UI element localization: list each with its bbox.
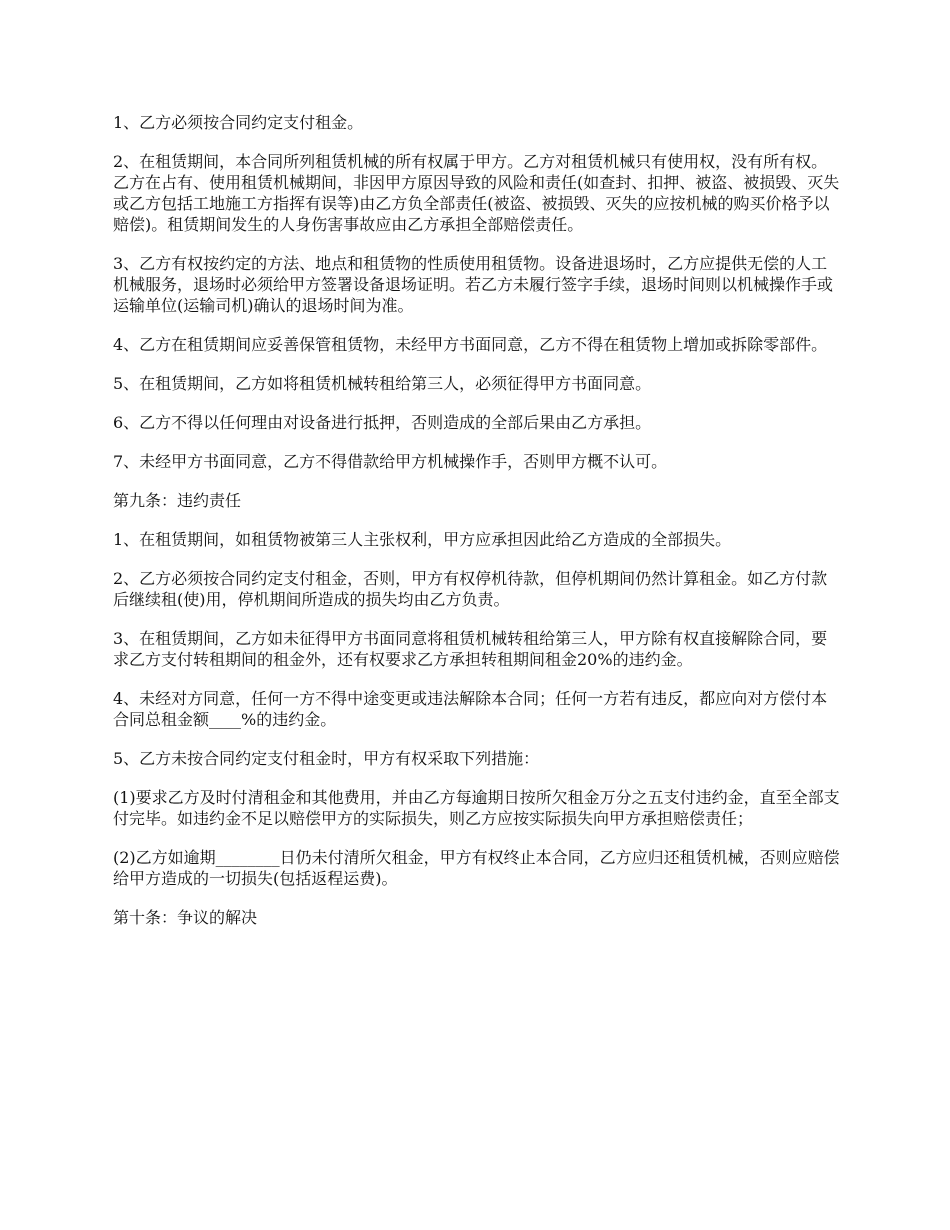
paragraph: 3、在租赁期间，乙方如未征得甲方书面同意将租赁机械转租给第三人，甲方除有权直接解除合同，要求乙方支付转租期间的租金外，还有权要求乙方承担转租期间租金20%的违约金。 <box>113 629 828 669</box>
paragraph: 7、未经甲方书面同意，乙方不得借款给甲方机械操作手，否则甲方概不认可。 <box>113 452 668 471</box>
paragraph: (2)乙方如逾期________日仍未付清所欠租金，甲方有权终止本合同，乙方应归还租赁机械，否则应赔偿给甲方造成的一切损失(包括返程运费)。 <box>113 848 840 888</box>
paragraph: 2、在租赁期间，本合同所列租赁机械的所有权属于甲方。乙方对租赁机械只有使用权，没有所有权。乙方在占有、使用租赁机械期间，非因甲方原因导致的风险和责任(如查封、扣押、被盗、被损毁、灭失或乙方包括工地施工方指挥有误等)由乙方负全部责任(被盗、被损毁、灭失的应按机械的购买价格予以赔偿)。租赁期间发生的人身伤害事故应由乙方承担全部赔偿责任。 <box>113 152 840 234</box>
paragraph: 1、乙方必须按合同约定支付租金。 <box>113 113 364 132</box>
paragraph: (1)要求乙方及时付清租金和其他费用，并由乙方每逾期日按所欠租金万分之五支付违约金，直至全部支付完毕。如违约金不足以赔偿甲方的实际损失，则乙方应按实际损失向甲方承担赔偿责任； <box>113 788 840 828</box>
document-page <box>113 112 843 946</box>
paragraph: 2、乙方必须按合同约定支付租金，否则，甲方有权停机待款，但停机期间仍然计算租金。如乙方付款后继续租(使)用，停机期间所造成的损失均由乙方负责。 <box>113 569 828 609</box>
paragraph: 5、乙方未按合同约定支付租金时，甲方有权采取下列措施： <box>113 749 540 768</box>
paragraph: 4、乙方在租赁期间应妥善保管租赁物，未经甲方书面同意，乙方不得在租赁物上增加或拆除零部件。 <box>113 335 828 354</box>
paragraph: 1、在租赁期间，如租赁物被第三人主张权利，甲方应承担因此给乙方造成的全部损失。 <box>113 530 732 549</box>
section-heading: 第十条：争议的解决 <box>113 908 258 927</box>
section-heading: 第九条：违约责任 <box>113 491 242 510</box>
paragraph: 3、乙方有权按约定的方法、地点和租赁物的性质使用租赁物。设备进退场时，乙方应提供无偿的人工机械服务，退场时必须给甲方签署设备退场证明。若乙方未履行签字手续，退场时间则以机械操作手或运输单位(运输司机)确认的退场时间为准。 <box>113 254 834 315</box>
paragraph: 5、在租赁期间，乙方如将租赁机械转租给第三人，必须征得甲方书面同意。 <box>113 374 652 393</box>
paragraph: 6、乙方不得以任何理由对设备进行抵押，否则造成的全部后果由乙方承担。 <box>113 413 652 432</box>
paragraph: 4、未经对方同意，任何一方不得中途变更或违法解除本合同；任何一方若有违反，都应向对方偿付本合同总租金额____%的违约金。 <box>113 689 828 729</box>
